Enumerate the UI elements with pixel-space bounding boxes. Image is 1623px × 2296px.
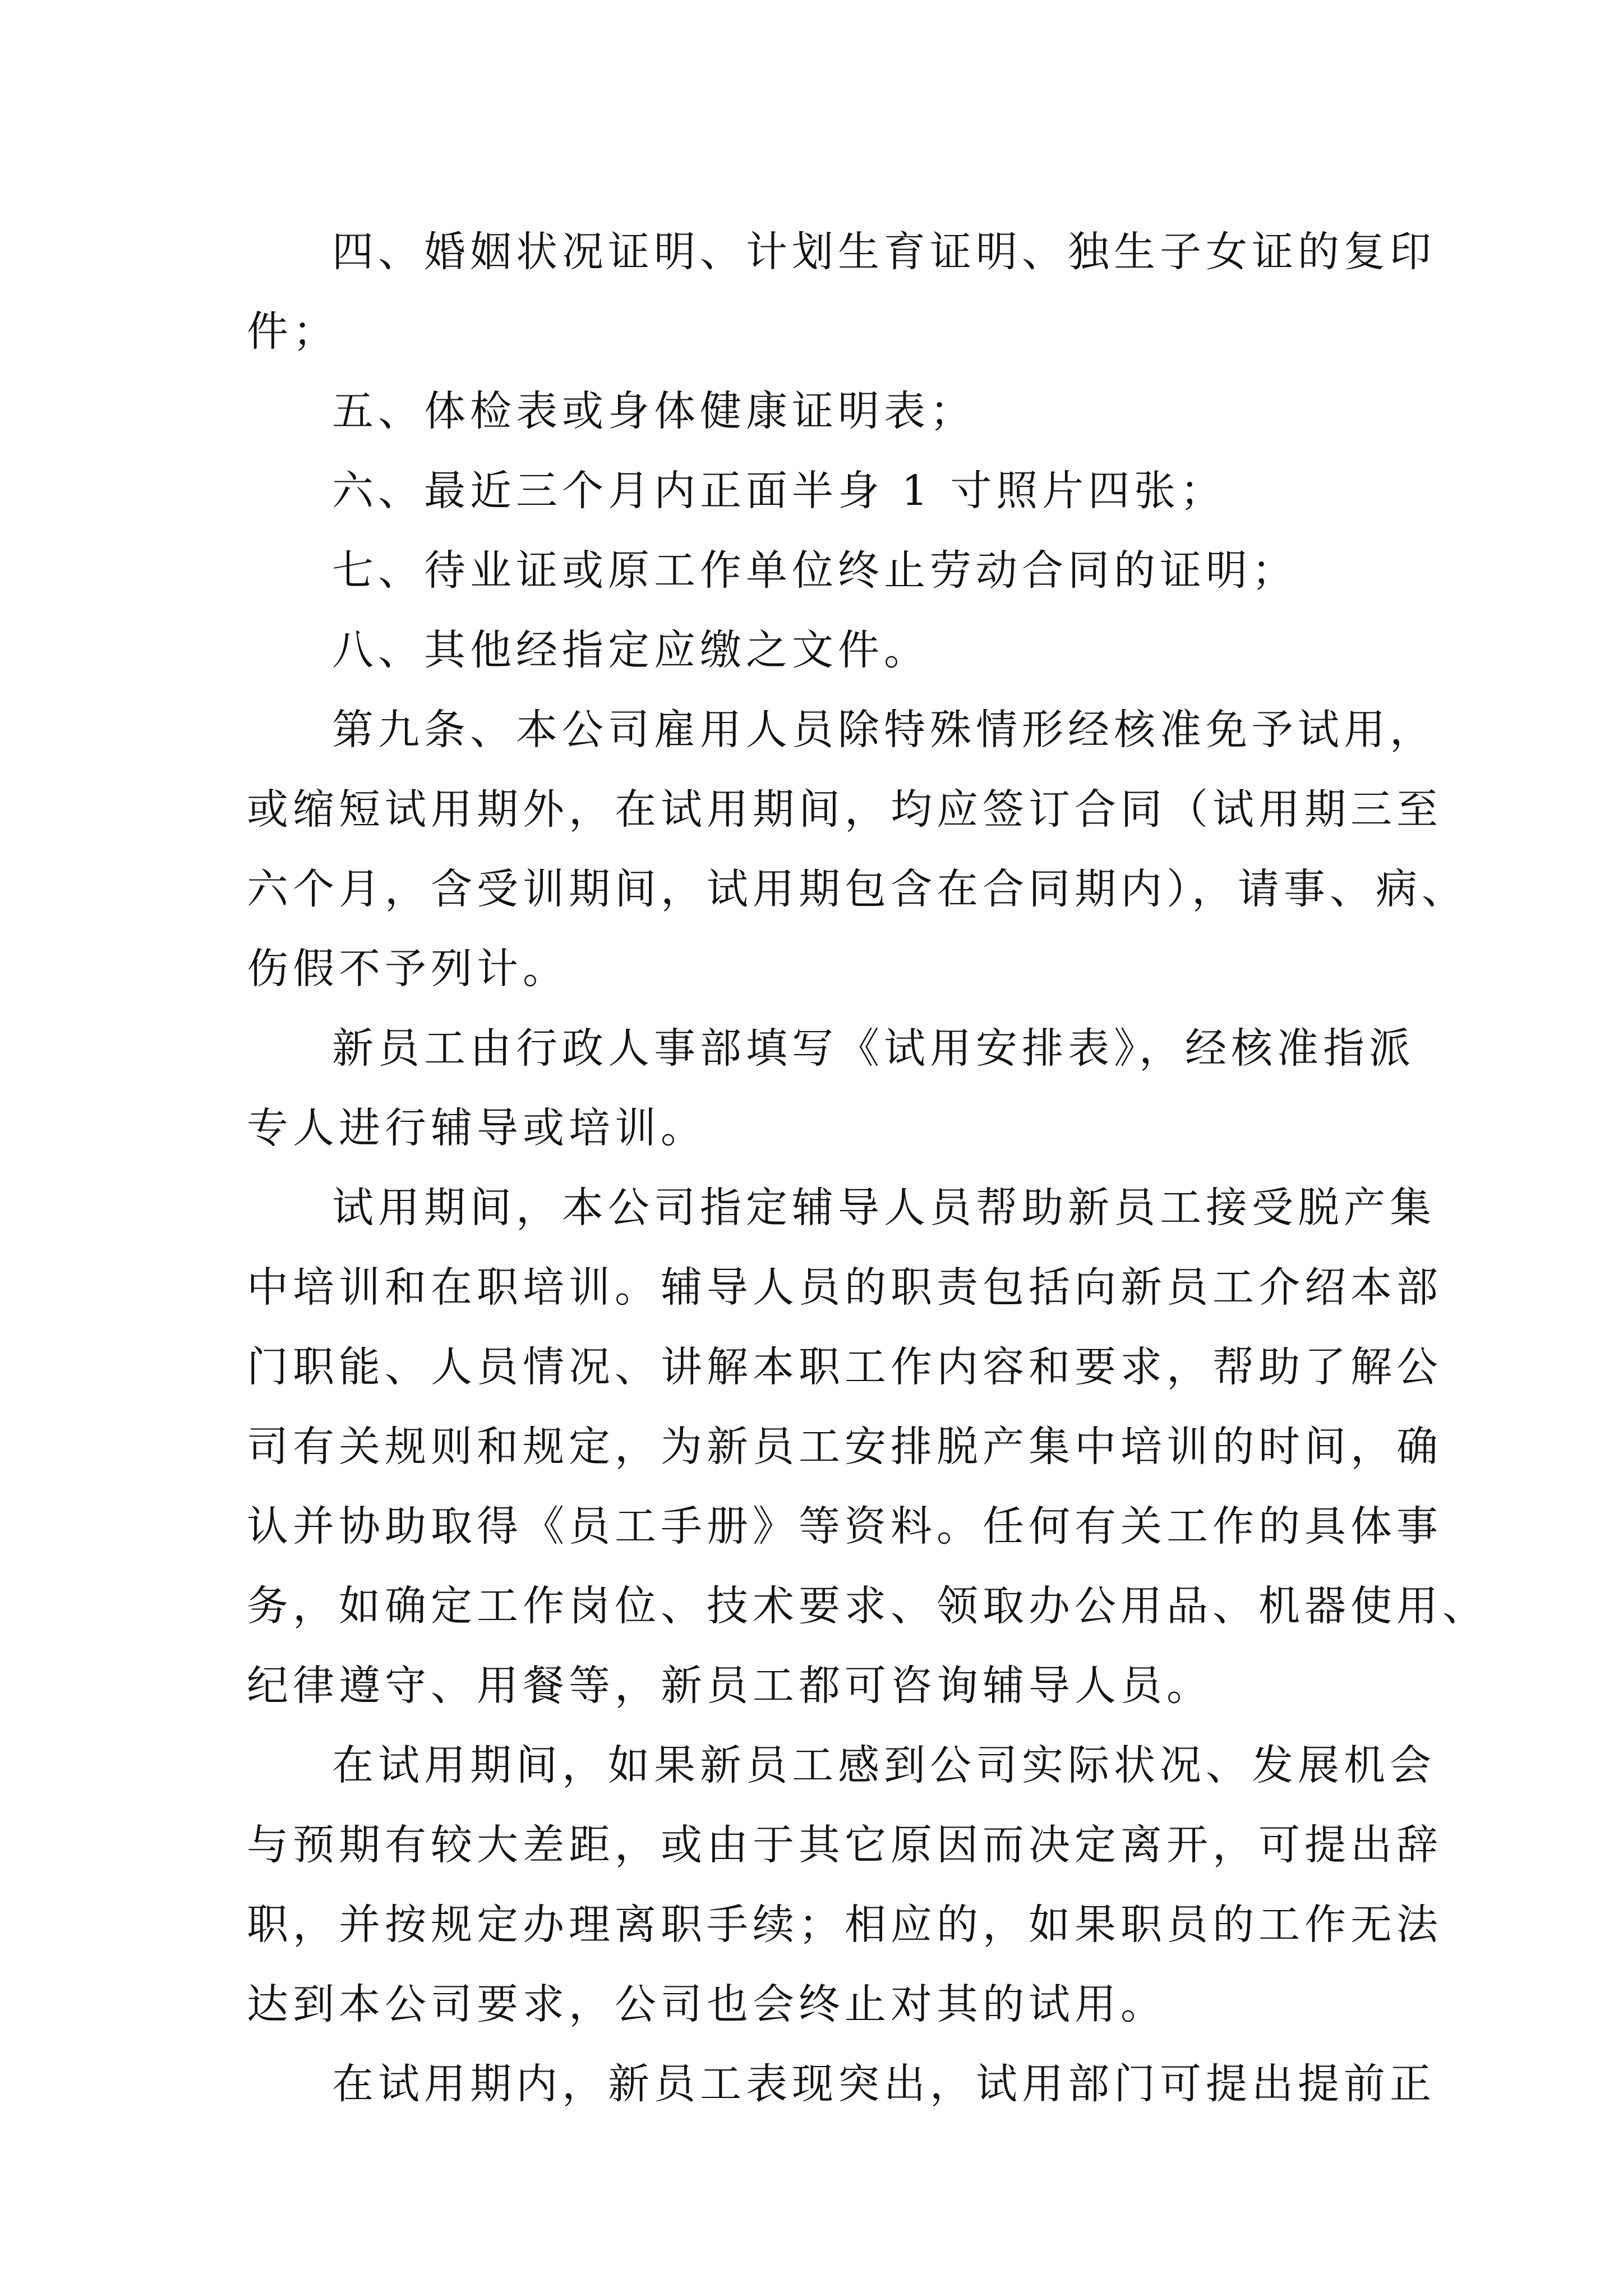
text-line: 件； (247, 307, 339, 356)
paragraph-early-regularization (247, 2044, 1436, 2124)
text-line: 在试用期间，如果新员工感到公司实际状况、发展机会 (332, 1741, 1436, 1789)
paragraph-item-6 (247, 451, 1385, 531)
paragraph-item-7 (247, 531, 1385, 610)
text-line: 第九条、本公司雇用人员除特殊情形经核准免予试用， (332, 706, 1436, 754)
text-line: 务，如确定工作岗位、技术要求、领取办公用品、机器使用、 (247, 1582, 1488, 1630)
text-line: 或缩短试用期外，在试用期间，均应签订合同（试用期三至 (247, 785, 1442, 834)
text-line: 与预期有较大差距，或由于其它原因而决定离开，可提出辞 (247, 1821, 1442, 1869)
text-line: 达到本公司要求，公司也会终止对其的试用。 (247, 1980, 1166, 2028)
text-line: 中培训和在职培训。辅导人员的职责包括向新员工介绍本部 (247, 1263, 1442, 1312)
text-line: 职，并按规定办理离职手续；相应的，如果职员的工作无法 (247, 1901, 1442, 1949)
text-line: 新员工由行政人事部填写《试用安排表》，经核准指派 (332, 1024, 1415, 1073)
paragraph-probation-resignation (247, 1726, 1442, 2044)
document-body (247, 212, 1488, 2124)
text-line: 纪律遵守、用餐等，新员工都可咨询辅导人员。 (247, 1662, 1212, 1710)
paragraph-probation-mentoring (247, 1168, 1488, 1726)
text-line: 八、其他经指定应缴之文件。 (332, 626, 930, 674)
text-line: 七、待业证或原工作单位终止劳动合同的证明； (332, 546, 1298, 595)
text-line: 五、体检表或身体健康证明表； (332, 387, 976, 435)
paragraph-item-8 (247, 610, 1385, 690)
text-line: 六、最近三个月内正面半身 1 寸照片四张； (332, 467, 1227, 515)
paragraph-new-staff-arrangement (247, 1009, 1415, 1168)
text-line: 专人进行辅导或培训。 (247, 1104, 707, 1152)
text-line: 伤假不予列计。 (247, 945, 569, 993)
text-line: 门职能、人员情况、讲解本职工作内容和要求，帮助了解公 (247, 1343, 1442, 1391)
paragraph-item-5 (247, 371, 1385, 451)
text-line: 在试用期内，新员工表现突出，试用部门可提出提前正 (332, 2060, 1436, 2108)
text-line: 四、婚姻状况证明、计划生育证明、独生子女证的复印 (332, 228, 1436, 276)
paragraph-item-4 (247, 212, 1436, 371)
text-line: 司有关规则和规定，为新员工安排脱产集中培训的时间，确 (247, 1423, 1442, 1471)
text-line: 认并协助取得《员工手册》等资料。任何有关工作的具体事 (247, 1502, 1442, 1550)
paragraph-article-9 (247, 690, 1468, 1009)
text-line: 试用期间，本公司指定辅导人员帮助新员工接受脱产集 (332, 1184, 1436, 1232)
text-line: 六个月，含受训期间，试用期包含在合同期内），请事、病、 (247, 865, 1468, 913)
